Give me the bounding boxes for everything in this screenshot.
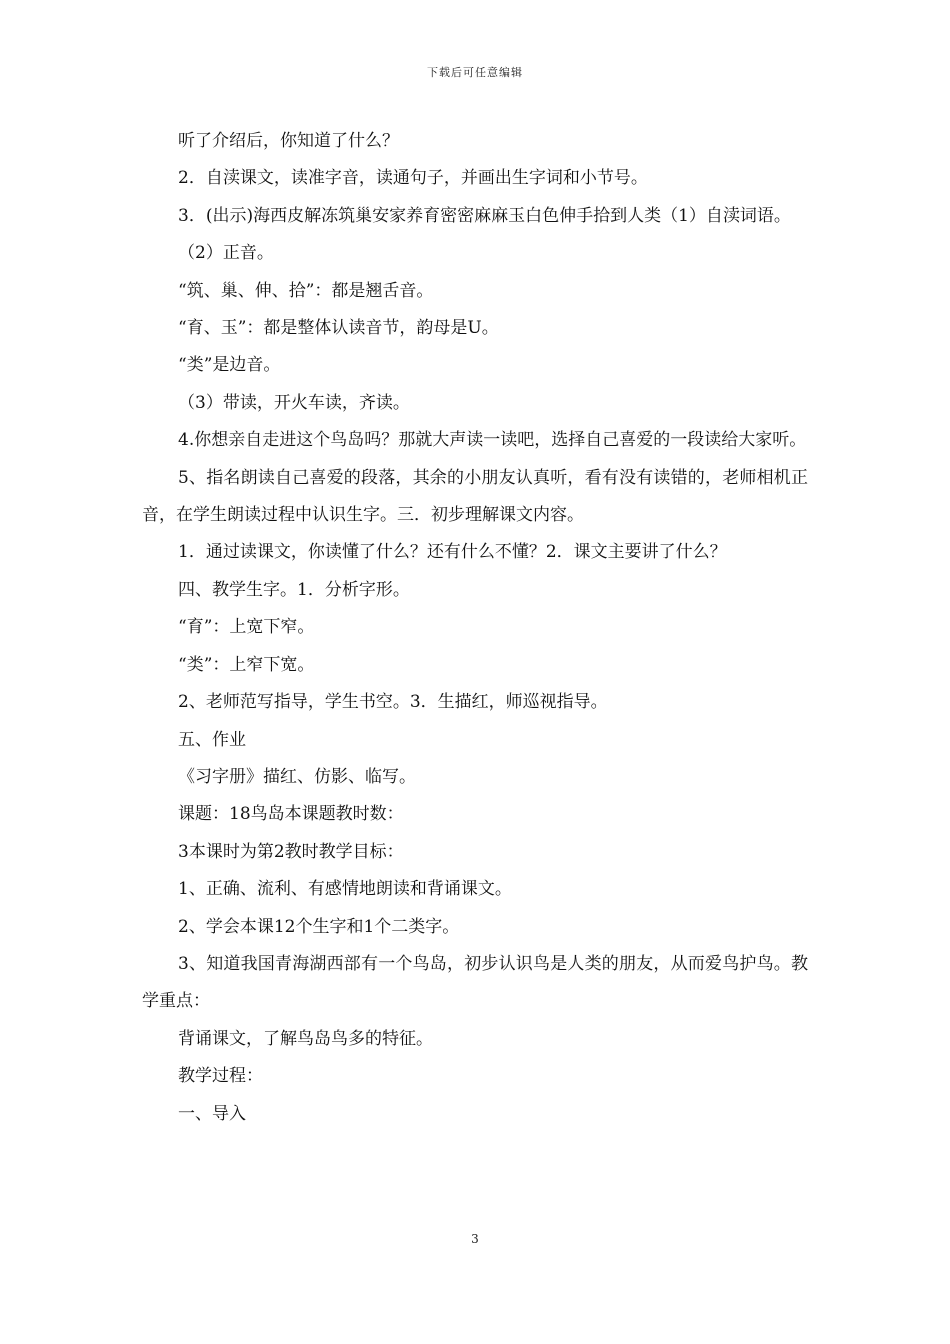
paragraph: 5、指名朗读自己喜爱的段落，其余的小朋友认真听，看有没有读错的，老师相机正音，在学生朗读过程中认识生字。三．初步理解课文内容。 [142,467,808,526]
paragraph: 4.你想亲自走进这个鸟岛吗？那就大声读一读吧，选择自己喜爱的一段读给大家听。 [178,430,807,451]
paragraph: 3．(出示)海西皮解冻筑巢安家养育密密麻麻玉白色伸手拾到人类（1）自渎词语。 [178,205,791,226]
paragraph: “育”：上宽下窄。 [178,617,315,638]
page-number: 3 [471,1232,479,1246]
paragraph: 《习字册》描红、仿影、临写。 [178,766,416,787]
paragraph: 2、学会本课12个生字和1个二类字。 [178,916,460,937]
paragraph: 五、作业 [178,729,246,750]
paragraph: （3）带读，开火车读，齐读。 [178,392,410,413]
paragraph: 1、正确、流利、有感情地朗读和背诵课文。 [178,879,512,900]
paragraph: “类”是边音。 [178,355,281,376]
page-header: 下载后可任意编辑 [427,66,523,79]
paragraph: （2）正音。 [178,243,274,264]
paragraph: “类”：上窄下宽。 [178,654,315,675]
paragraph: 一、导入 [178,1103,246,1124]
paragraph: 课题：18鸟岛本课题教时数： [178,804,404,825]
paragraph: “育、玉”：都是整体认读音节，韵母是U。 [178,318,499,339]
paragraph: 3、知道我国青海湖西部有一个鸟岛，初步认识鸟是人类的朋友，从而爱鸟护鸟。教学重点： [142,953,808,1012]
paragraph: 3本课时为第2教时教学目标： [178,841,404,862]
document-body [142,123,808,1133]
paragraph: 2．自渎课文，读准字音，读通句子，并画出生字词和小节号。 [178,168,648,189]
paragraph: “筑、巢、伸、拾”：都是翘舌音。 [178,280,434,301]
paragraph: 1．通过读课文，你读懂了什么？还有什么不懂？2．课文主要讲了什么？ [178,542,727,563]
paragraph: 教学过程： [178,1066,263,1087]
paragraph: 2、老师范写指导，学生书空。3．生描红，师巡视指导。 [178,692,608,713]
paragraph: 四、教学生字。1．分析字形。 [178,579,410,600]
paragraph: 背诵课文，了解鸟岛鸟多的特征。 [178,1028,433,1049]
paragraph: 听了介绍后，你知道了什么？ [178,131,399,151]
